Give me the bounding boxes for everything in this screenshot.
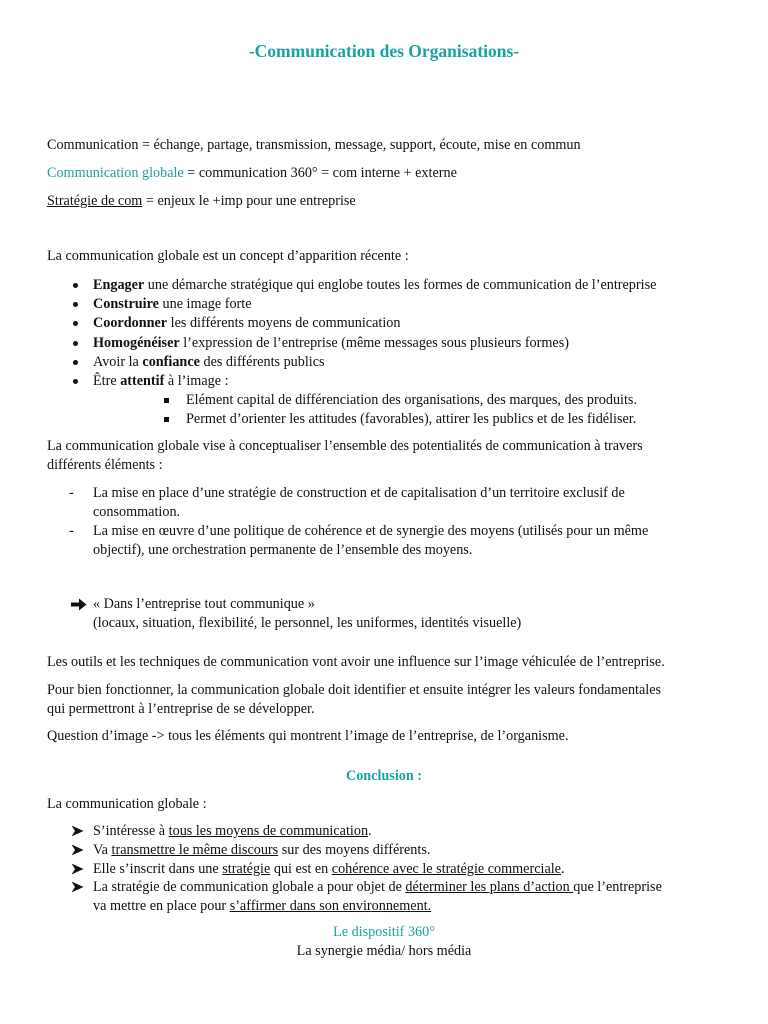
intro-paragraph: La communication globale est un concept d’apparition récente : (47, 248, 409, 264)
bullet-dot-icon (73, 341, 78, 346)
list-item: Permet d’orienter les attitudes (favorables), attirer les publics et de les fidéliser. (186, 410, 746, 429)
conclusion-heading: Conclusion : (345, 768, 423, 784)
list-item: Engager une démarche stratégique qui englobe toutes les formes de communication de l’entreprise (93, 276, 753, 295)
list-item: Avoir la confiance des différents publics (93, 353, 753, 372)
list-item: Homogénéiser l’expression de l’entreprise (même messages sous plusieurs formes) (93, 334, 753, 353)
square-bullet-icon (164, 398, 169, 403)
dash-list (69, 484, 743, 560)
fonctionner-paragraph: Pour bien fonctionner, la communication globale doit identifier et ensuite intégrer les valeurs fondamentales qui permettront à l’entreprise de se développer. (47, 682, 662, 717)
bullet-dot-icon (73, 321, 78, 326)
term-communication-globale: Communication globale (47, 165, 184, 181)
arrowhead-bullet-icon (71, 881, 84, 893)
arrowhead-bullet-icon (71, 863, 84, 875)
list-item: Elle s’inscrit dans une stratégie qui est en cohérence avec le stratégie commerciale. (93, 860, 733, 879)
quote-block: « Dans l’entreprise tout communique » (locaux, situation, flexibilité, le personnel, les uniformes, identités visuelle) (93, 595, 733, 633)
list-item: Elément capital de différenciation des organisations, des marques, des produits. (186, 391, 746, 410)
bullet-dot-icon (73, 379, 78, 384)
vise-paragraph: La communication globale vise à conceptualiser l’ensemble des potentialités de communication à travers différents éléments : (47, 438, 643, 473)
dash-bullet: - (69, 485, 74, 501)
definition-strategie (47, 192, 737, 211)
document-title: -Communication des Organisations- (248, 41, 520, 61)
sub-bullet-list (186, 391, 746, 429)
bullet-list (93, 276, 753, 391)
list-item: Être attentif à l’image : (93, 372, 753, 391)
definition-text: = enjeux le +imp pour une entreprise (142, 193, 356, 209)
dispositif-heading: Le dispositif 360° (333, 924, 435, 940)
synergie-subheading: La synergie média/ hors média (296, 943, 472, 959)
conclusion-intro: La communication globale : (47, 796, 207, 812)
list-item: Va transmettre le même discours sur des moyens différents. (93, 841, 733, 860)
arrowhead-bullet-icon (71, 825, 84, 837)
question-paragraph: Question d’image -> tous les éléments qui montrent l’image de l’entreprise, de l’organisme. (47, 728, 569, 744)
bullet-dot-icon (73, 283, 78, 288)
list-item: - La mise en place d’une stratégie de construction et de capitalisation d’un territoire exclusif de consommation. (69, 485, 625, 520)
list-item: Construire une image forte (93, 295, 753, 314)
arrow-right-icon (71, 598, 87, 611)
dash-bullet: - (69, 523, 74, 539)
bullet-dot-icon (73, 302, 78, 307)
definition-text: = communication 360° = com interne + externe (183, 165, 457, 181)
list-item: La stratégie de communication globale a pour objet de déterminer les plans d’action que l’entreprise va mettre en place pour s’affirmer dans son environnement. (93, 878, 733, 916)
conclusion-list (93, 822, 733, 916)
list-item: Coordonner les différents moyens de communication (93, 314, 753, 333)
outils-paragraph: Les outils et les techniques de communication vont avoir une influence sur l’image véhiculée de l’entreprise. (47, 654, 665, 670)
definition-communication-globale (47, 164, 737, 183)
list-item: S’intéresse à tous les moyens de communication. (93, 822, 733, 841)
bullet-dot-icon (73, 360, 78, 365)
list-item: - La mise en œuvre d’une politique de cohérence et de synergie des moyens (utilisés pour un même objectif), une orchestration permanente de l’ensemble des moyens. (69, 523, 649, 558)
definition-communication: Communication = échange, partage, transmission, message, support, écoute, mise en commun (47, 137, 581, 153)
arrowhead-bullet-icon (71, 844, 84, 856)
term-strategie-de-com: Stratégie de com (47, 193, 143, 209)
square-bullet-icon (164, 417, 169, 422)
